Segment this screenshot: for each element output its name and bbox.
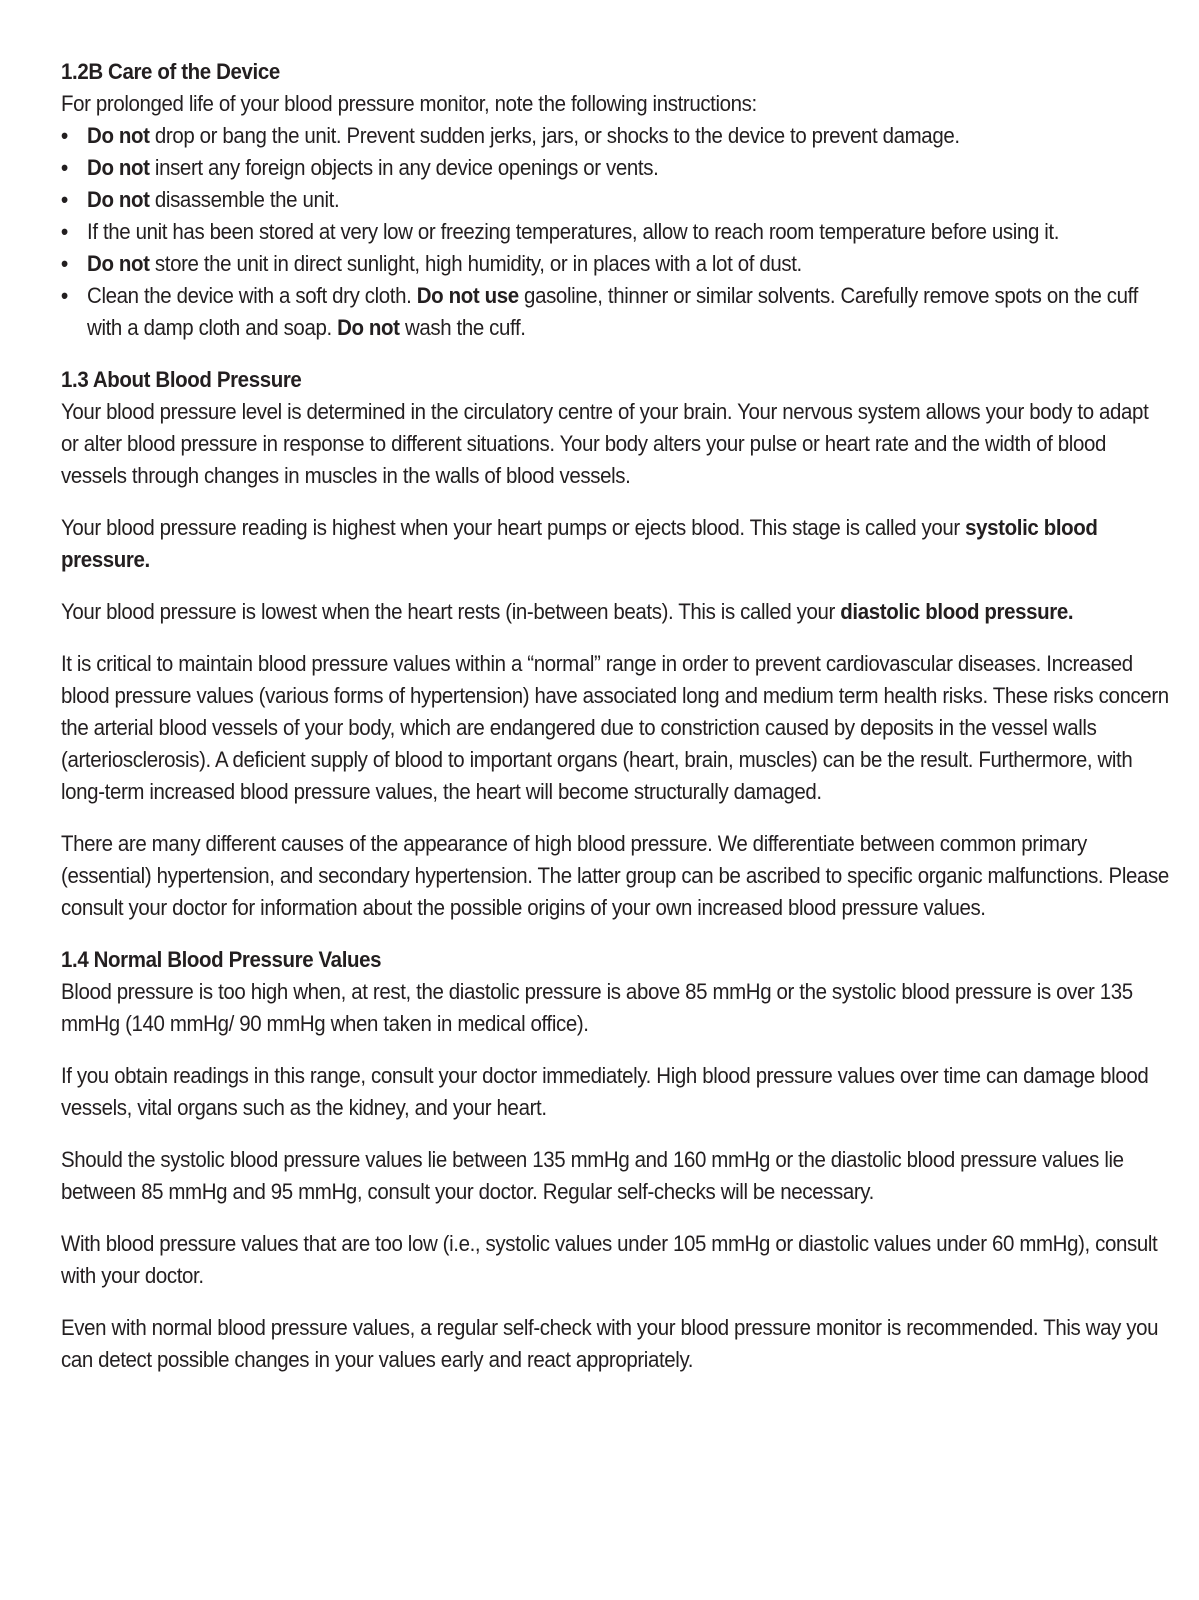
list-item (61, 216, 1170, 248)
emphasis: Do not (87, 251, 150, 276)
list-item-text: drop or bang the unit. Prevent sudden jerks, jars, or shocks to the device to prevent damage. (149, 123, 960, 148)
section-heading: 1.4 Normal Blood Pressure Values (61, 947, 382, 972)
emphasis: systolic blood pressure. (61, 515, 1098, 572)
section-care-of-device (61, 56, 1170, 344)
list-item-text: store the unit in direct sunlight, high humidity, or in places with a lot of dust. (149, 251, 802, 276)
emphasis: Do not use (416, 283, 519, 308)
paragraph-text: Your blood pressure reading is highest when your heart pumps or ejects blood. This stage is called your (61, 515, 966, 540)
emphasis: Do not (337, 315, 400, 340)
list-item-text: insert any foreign objects in any device openings or vents. (149, 155, 659, 180)
section-heading: 1.3 About Blood Pressure (61, 367, 302, 392)
paragraph: There are many different causes of the appearance of high blood pressure. We differentiate between common primary (essential) hypertension, and secondary hypertension. The latter group can be ascribed to specific organic malfunctions. Please consult your doctor for information about the possible origins of your own increased blood pressure values. (61, 831, 1169, 920)
paragraph (61, 512, 1170, 576)
section-normal-values (61, 944, 1170, 1376)
paragraph: If you obtain readings in this range, consult your doctor immediately. High blood pressure values over time can damage blood vessels, vital organs such as the kidney, and your heart. (61, 1063, 1149, 1120)
list-item-text: wash the cuff. (399, 315, 526, 340)
emphasis: Do not (87, 155, 150, 180)
paragraph: Your blood pressure level is determined in the circulatory centre of your brain. Your nervous system allows your body to adapt or alter blood pressure in response to different situations. Your body alters your pulse or heart rate and the width of blood vessels through changes in muscles in the walls of blood vessels. (61, 399, 1149, 488)
list-item (61, 152, 1170, 184)
document-page (61, 56, 1170, 1376)
paragraph: Should the systolic blood pressure values lie between 135 mmHg and 160 mmHg or the diastolic blood pressure values lie between 85 mmHg and 95 mmHg, consult your doctor. Regular self-checks will be necessary. (61, 1147, 1124, 1204)
list-item (61, 120, 1170, 152)
emphasis: diastolic blood pressure. (840, 599, 1074, 624)
bullet-icon: • (61, 155, 68, 180)
paragraph: Blood pressure is too high when, at rest, the diastolic pressure is above 85 mmHg or the systolic blood pressure is over 135 mmHg (140 mmHg/ 90 mmHg when taken in medical office). (61, 979, 1133, 1036)
bullet-icon: • (61, 283, 68, 308)
paragraph (61, 596, 1170, 628)
list-item-text: Clean the device with a soft dry cloth. (87, 283, 417, 308)
list-item (61, 280, 1170, 344)
paragraph: With blood pressure values that are too low (i.e., systolic values under 105 mmHg or diastolic values under 60 mmHg), consult with your doctor. (61, 1231, 1158, 1288)
bullet-icon: • (61, 187, 68, 212)
bullet-icon: • (61, 251, 68, 276)
paragraph: Even with normal blood pressure values, a regular self-check with your blood pressure monitor is recommended. This way you can detect possible changes in your values early and react appropriately. (61, 1315, 1159, 1372)
list-item (61, 248, 1170, 280)
list-item-text: disassemble the unit. (149, 187, 340, 212)
section-heading: 1.2B Care of the Device (61, 59, 280, 84)
list-item-text: If the unit has been stored at very low or freezing temperatures, allow to reach room temperature before using it. (87, 219, 1060, 244)
paragraph-text: Your blood pressure is lowest when the heart rests (in-between beats). This is called your (61, 599, 841, 624)
paragraph: For prolonged life of your blood pressure monitor, note the following instructions: (61, 91, 757, 116)
bullet-icon: • (61, 219, 68, 244)
list-item-text: gasoline, thinner or similar solvents. Carefully remove spots on the cuff with a damp cloth and soap. (87, 283, 1138, 340)
list-item (61, 184, 1170, 216)
instruction-list (61, 120, 1170, 344)
paragraph: It is critical to maintain blood pressure values within a “normal” range in order to prevent cardiovascular diseases. Increased blood pressure values (various forms of hypertension) have associated long and medium term health risks. These risks concern the arterial blood vessels of your body, which are endangered due to constriction caused by deposits in the vessel walls (arteriosclerosis). A deficient supply of blood to important organs (heart, brain, muscles) can be the result. Furthermore, with long-term increased blood pressure values, the heart will become structurally damaged. (61, 651, 1169, 804)
emphasis: Do not (87, 187, 150, 212)
emphasis: Do not (87, 123, 150, 148)
section-about-blood-pressure (61, 364, 1170, 924)
bullet-icon: • (61, 123, 68, 148)
